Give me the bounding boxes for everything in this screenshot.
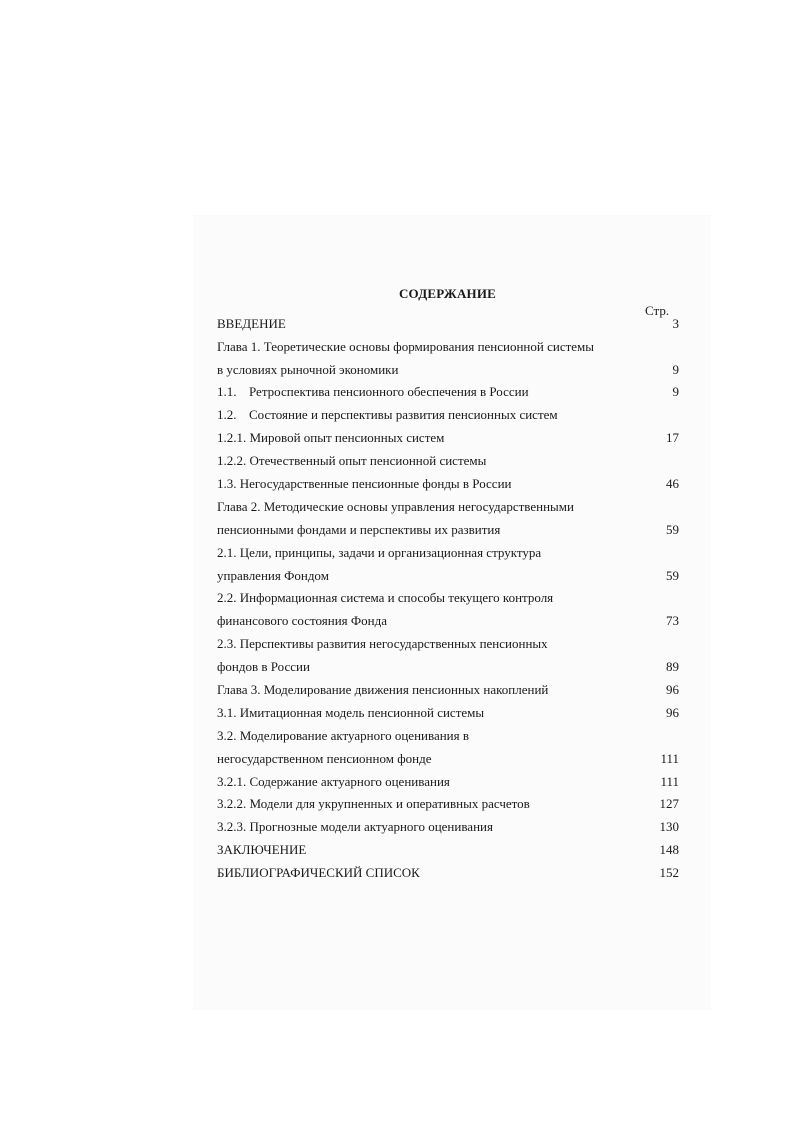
toc-entry-text: 3.2.2. Модели для укрупненных и оперативных расчетов: [217, 796, 530, 811]
toc-entry-text: 1.2.1. Мировой опыт пенсионных систем: [217, 430, 445, 445]
toc-entry: [217, 726, 679, 746]
toc-entry-number: 1.2.: [217, 407, 237, 422]
toc-entry: [217, 543, 679, 563]
toc-entry-page: 130: [659, 819, 679, 834]
toc-entry-text: ЗАКЛЮЧЕНИЕ: [217, 842, 307, 857]
toc-entry: [217, 817, 679, 837]
toc-entry: [217, 405, 679, 425]
toc-entry-number: 1.1.: [217, 384, 237, 399]
toc-entry-page: 148: [659, 842, 679, 857]
toc-entry: [217, 703, 679, 723]
toc-entry-text: 1.2.2. Отечественный опыт пенсионной системы: [217, 453, 487, 468]
toc-entry-text: Состояние и перспективы развития пенсионных систем: [249, 407, 558, 422]
toc-entry-text: фондов в России: [217, 659, 310, 674]
toc-entry: [217, 314, 679, 334]
page-column-header: Стр.: [645, 303, 670, 318]
toc-entry: [217, 360, 679, 380]
toc-entry-text: БИБЛИОГРАФИЧЕСКИЙ СПИСОК: [217, 865, 420, 880]
toc-entry: [217, 497, 679, 517]
toc-entry-page: 96: [666, 705, 679, 720]
toc-entry-text: Глава 3. Моделирование движения пенсионных накоплений: [217, 682, 549, 697]
toc-entry-page: 9: [672, 384, 679, 399]
toc-entry: [217, 634, 679, 654]
toc-entry-text: 2.2. Информационная система и способы текущего контроля: [217, 590, 554, 605]
toc-entry-text: финансового состояния Фонда: [217, 613, 388, 628]
toc-entry-text: 2.3. Перспективы развития негосударственных пенсионных: [217, 636, 548, 651]
toc-entry-text: Ретроспектива пенсионного обеспечения в России: [249, 384, 529, 399]
toc-entry-text: управления Фондом: [217, 568, 329, 583]
toc-entry: [217, 680, 679, 700]
toc-entry-page: 3: [672, 316, 679, 331]
toc-entry-page: 111: [660, 751, 679, 766]
toc-entry-text: 3.2.1. Содержание актуарного оценивания: [217, 774, 450, 789]
toc-title: СОДЕРЖАНИЕ: [398, 286, 497, 301]
toc-entry-page: 152: [659, 865, 679, 880]
toc-entry-text: 1.3. Негосударственные пенсионные фонды в России: [217, 476, 512, 491]
toc-entry-text: 3.1. Имитационная модель пенсионной системы: [217, 705, 485, 720]
toc-entry-page: 59: [666, 568, 679, 583]
toc-entry-page: 9: [672, 362, 679, 377]
toc-entry-page: 96: [666, 682, 679, 697]
toc-entry-page: 59: [666, 522, 679, 537]
toc-entry: [217, 794, 679, 814]
toc-entry: [217, 657, 679, 677]
toc-entry-text: Глава 2. Методические основы управления негосударственными: [217, 499, 574, 514]
toc-entry-text: 2.1. Цели, принципы, задачи и организационная структура: [217, 545, 542, 560]
toc-entry: [217, 588, 679, 608]
toc-entry: [217, 451, 679, 471]
toc-entry: [217, 863, 679, 883]
toc-entry-text: 3.2.3. Прогнозные модели актуарного оценивания: [217, 819, 493, 834]
toc-entry: [217, 566, 679, 586]
toc-entry: [217, 611, 679, 631]
toc-entry-text: негосударственном пенсионном фонде: [217, 751, 432, 766]
toc-entry-page: 89: [666, 659, 679, 674]
toc-entry-text: ВВЕДЕНИЕ: [217, 316, 286, 331]
toc-entry: [217, 520, 679, 540]
toc-entry-text: пенсионными фондами и перспективы их развития: [217, 522, 501, 537]
toc-entry: [217, 749, 679, 769]
toc-entry-page: 111: [660, 774, 679, 789]
toc-entry-page: 127: [659, 796, 679, 811]
toc-entry: [217, 382, 679, 402]
toc-entry-text: в условиях рыночной экономики: [217, 362, 399, 377]
toc-entry: [217, 428, 679, 448]
toc-entry: [217, 337, 679, 357]
toc-entry: [217, 474, 679, 494]
toc-entry-page: 73: [666, 613, 679, 628]
toc-entry-page: 46: [666, 476, 679, 491]
toc-entry-page: 17: [666, 430, 679, 445]
toc-entry: [217, 772, 679, 792]
toc-entry-text: Глава 1. Теоретические основы формирования пенсионной системы: [217, 339, 595, 354]
toc-entry-text: 3.2. Моделирование актуарного оценивания в: [217, 728, 470, 743]
toc-entry: [217, 840, 679, 860]
